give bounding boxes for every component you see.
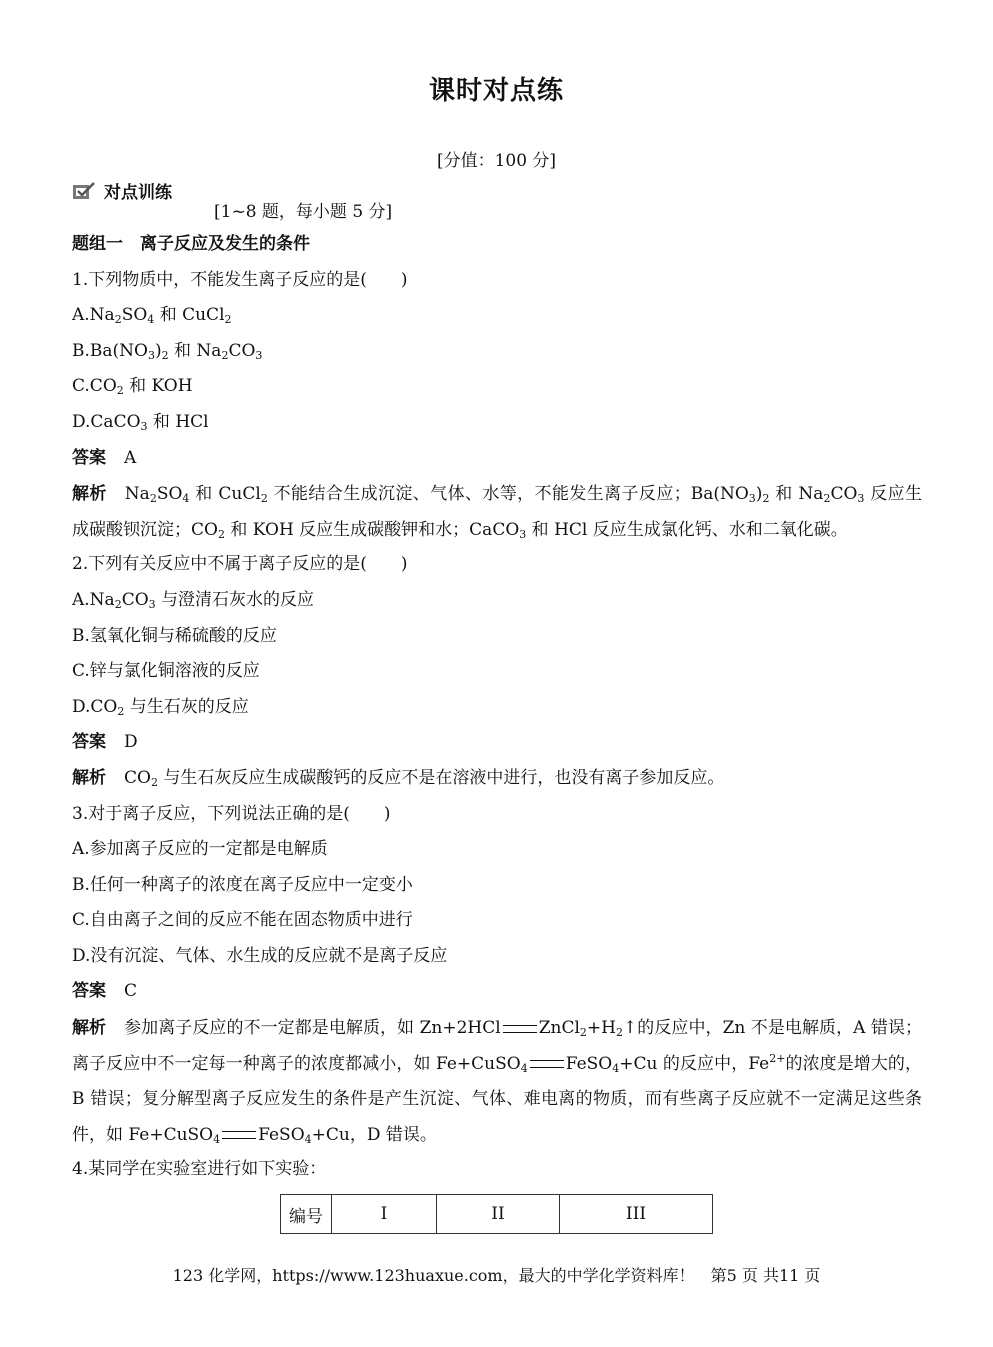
- question-1-option-a: $A.Na_2SO_4$ 和 CuCl$_2$: [72, 305, 232, 327]
- question-3-stem: 3.对于离子反应，下列说法正确的是( ): [72, 803, 391, 824]
- question-3-explanation: 解析 参加离子反应的不一定都是电解质，如 Zn+2HCl $ZnCl_2+H_2↑$的反应中，Zn 不是电解质，A 错误；离子反应中不一定每一种离子的浓度都减小，如 Fe+CuSO$_4$ FeSO$_4$+Cu 的反应中，$Fe^{2+}$的浓度是增大的，B 错误；复分解型离子反应发生的条件是产生沉淀、气体、难电离的物质，而有些离子反应就不一定满足这些条件，如 Fe+CuSO$_4$ FeSO$_4$+Cu，D 错误。: [72, 1018, 923, 1146]
- question-4-stem: 4.某同学在实验室进行如下实验：: [72, 1159, 327, 1180]
- equals-sign: [222, 1131, 256, 1139]
- page-title: 课时对点练: [428, 76, 564, 106]
- checkbox-icon: [72, 182, 96, 200]
- question-1-explanation: 解析 $Na_2SO_4$ 和 CuCl$_2$ 不能结合生成沉淀、气体、水等，不能发生离子反应；$Ba(NO_3)_2$ 和 $Na_2CO_3$ 反应生成碳酸钡沉淀；$CO_2$ 和 KOH 反应生成碳酸钾和水；CaCO$_3$ 和 HCl 反应生成氯化钙、水和二氧化碳。: [72, 484, 922, 541]
- question-2-option-d: $D.CO_2$ 与生石灰的反应: [72, 696, 249, 718]
- score-note: [分值：100 分]: [436, 151, 557, 171]
- question-3-option-d: D.没有沉淀、气体、水生成的反应就不是离子反应: [72, 945, 448, 966]
- question-2-answer: [72, 726, 922, 762]
- question-2-option-c: C.锌与氯化铜溶液的反应: [72, 661, 260, 682]
- table-header-cell: I: [332, 1195, 437, 1234]
- question-3-answer: [72, 975, 922, 1011]
- explanation-label: 解析: [72, 484, 107, 505]
- answer-label: 答案: [72, 732, 106, 753]
- explanation-text: 与生石灰反应生成碳酸钙的反应不是在溶液中进行，也没有离子参加反应。: [163, 767, 725, 788]
- answer-value: C: [124, 981, 138, 1002]
- question-3-option-b: B.任何一种离子的浓度在离子反应中一定变小: [72, 874, 413, 895]
- question-content: [72, 228, 922, 1189]
- answer-value: D: [124, 732, 138, 753]
- section-heading-text: 对点训练: [104, 183, 172, 203]
- explanation-label: 解析: [72, 767, 106, 788]
- table-header-cell: III: [560, 1195, 713, 1234]
- question-3-option-c: C.自由离子之间的反应不能在固态物质中进行: [72, 910, 413, 931]
- section-heading: [72, 178, 172, 203]
- question-2-stem: 2.下列有关反应中不属于离子反应的是( ): [72, 554, 408, 575]
- question-1-option-c: $C.CO_2$ 和 KOH: [72, 376, 193, 398]
- question-1-option-b: $B.Ba(NO_3)_2$ 和 $Na_2CO_3$: [72, 340, 263, 362]
- option-d-text: 与生石灰的反应: [129, 696, 249, 717]
- page-footer: 123 化学网，https://www.123huaxue.com，最大的中学化学资料库！ 第5 页 共11 页: [172, 1266, 821, 1285]
- question-1-answer: [72, 442, 922, 478]
- answer-label: 答案: [72, 981, 106, 1002]
- question-3-option-a: A.参加离子反应的一定都是电解质: [72, 839, 328, 860]
- group-heading: 题组一 离子反应及发生的条件: [72, 234, 310, 254]
- equals-sign: [503, 1025, 537, 1033]
- table-header-cell: 编号: [281, 1195, 332, 1234]
- equals-sign: [530, 1060, 564, 1068]
- section-subtitle: [1~8 题，每小题 5 分]: [214, 202, 393, 222]
- question-2-explanation: 解析 $CO_2$ 与生石灰反应生成碳酸钙的反应不是在溶液中进行，也没有离子参加反应。: [72, 767, 725, 789]
- table-header-row: [281, 1195, 713, 1234]
- answer-value: A: [124, 447, 137, 468]
- answer-label: 答案: [72, 447, 106, 468]
- question-2-option-b: B.氢氧化铜与稀硫酸的反应: [72, 625, 277, 646]
- question-1-option-d: D.CaCO$_3$ 和 HCl: [72, 411, 209, 433]
- table-header-cell: II: [437, 1195, 560, 1234]
- question-2-option-a: $A.Na_2CO_3$ 与澄清石灰水的反应: [72, 589, 315, 611]
- question-1-stem: 1.下列物质中，不能发生离子反应的是( ): [72, 269, 408, 290]
- experiment-table: [280, 1194, 713, 1234]
- option-a-text: 与澄清石灰水的反应: [161, 589, 315, 610]
- explanation-label: 解析: [72, 1018, 107, 1039]
